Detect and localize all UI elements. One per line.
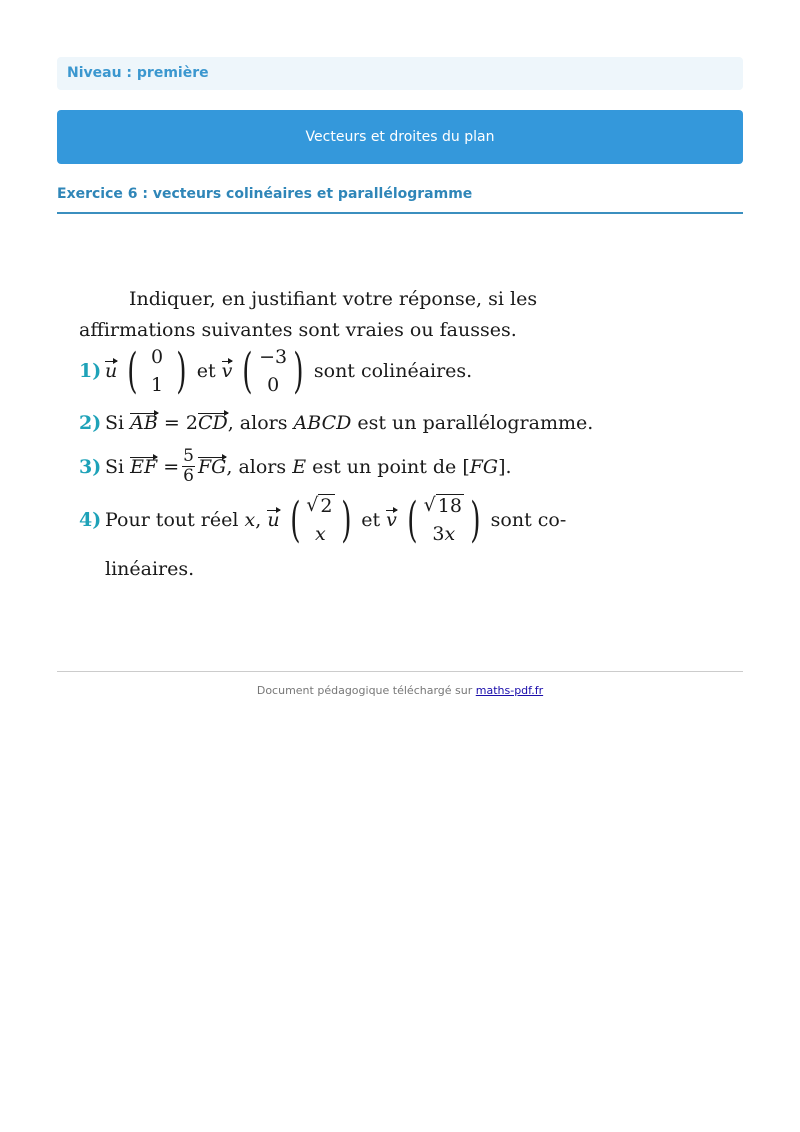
statement-number: 2) [79,412,102,434]
vector-coordinate: x [315,523,326,545]
column-vector-v: ( −3 0 ) [242,343,304,399]
vector-ef: EF [130,455,158,478]
connector-text: , alors [227,412,288,434]
vector-coordinate: 0 [267,374,280,396]
square-root: √ 18 [423,494,462,517]
vector-v: v [221,360,233,382]
chapter-title: Vecteurs et droites du plan [305,129,495,145]
statement-tail-2: linéaires. [105,558,195,580]
equation-operator: = [163,455,180,478]
point-name: E [292,455,307,478]
statement-tail: sont colinéaires. [313,360,473,382]
column-vector-u: ( √ 2 x ) [289,491,352,548]
statement-4 [79,491,567,548]
fraction [182,447,195,486]
fraction-numerator: 5 [183,446,194,466]
level-label: Niveau : première [57,57,743,90]
statement-2 [79,412,593,434]
exercise-title: Exercice 6 : vecteurs colinéaires et parallélogramme [57,186,743,214]
connector-text: , alors [226,455,287,478]
equation-operator: = 2 [163,412,198,434]
statement-3 [79,447,512,486]
statement-tail: est un parallélogramme. [357,412,594,434]
statement-tail: sont co- [490,508,567,531]
footer-link[interactable]: maths-pdf.fr [475,684,544,697]
segment-close: ]. [498,455,512,478]
variable-x: x [444,523,456,545]
vector-coordinate: −3 [259,346,288,368]
exercise-intro: Indiquer, en justifiant votre réponse, si les affirmations suivantes sont vraies ou fausses. [79,288,538,341]
statement-number: 3) [79,455,102,478]
column-vector-u: ( 0 1 ) [127,343,187,399]
vector-coordinate: 0 [150,346,164,368]
statement-lead: Pour tout réel [105,508,239,531]
radicand: 2 [320,495,333,517]
radicand: 18 [437,495,462,517]
vector-ab: AB [130,412,158,434]
statement-tail: est un point de [ [312,455,470,478]
comma: , [255,508,262,531]
coefficient: 3 [432,523,445,545]
statement-4-continuation [105,558,194,580]
exercise-body [79,284,599,580]
conjunction: et [196,360,216,382]
vector-cd: CD [197,412,228,434]
fraction-denominator: 6 [183,466,194,486]
vector-coordinate: 1 [150,374,164,396]
footer-divider [57,671,743,672]
statement-number: 1) [79,360,102,382]
footer [57,684,743,697]
vector-v: v [386,508,397,531]
statement-number: 4) [79,508,102,531]
segment-name: FG [469,455,499,478]
chapter-banner [57,110,743,164]
conjunction: et [361,508,381,531]
variable-x: x [244,508,256,531]
column-vector-v: ( √ 18 3x ) [407,491,481,548]
quadrilateral-name: ABCD [293,412,352,434]
vector-u: u [267,508,280,531]
statement-1 [79,343,473,399]
vector-coordinate [432,523,455,545]
si-word: Si [105,455,125,478]
vector-fg: FG [198,455,227,478]
vector-u: u [105,360,118,382]
footer-text: Document pédagogique téléchargé sur [256,684,476,697]
si-word: Si [105,412,125,434]
square-root: √ 2 [306,494,333,517]
